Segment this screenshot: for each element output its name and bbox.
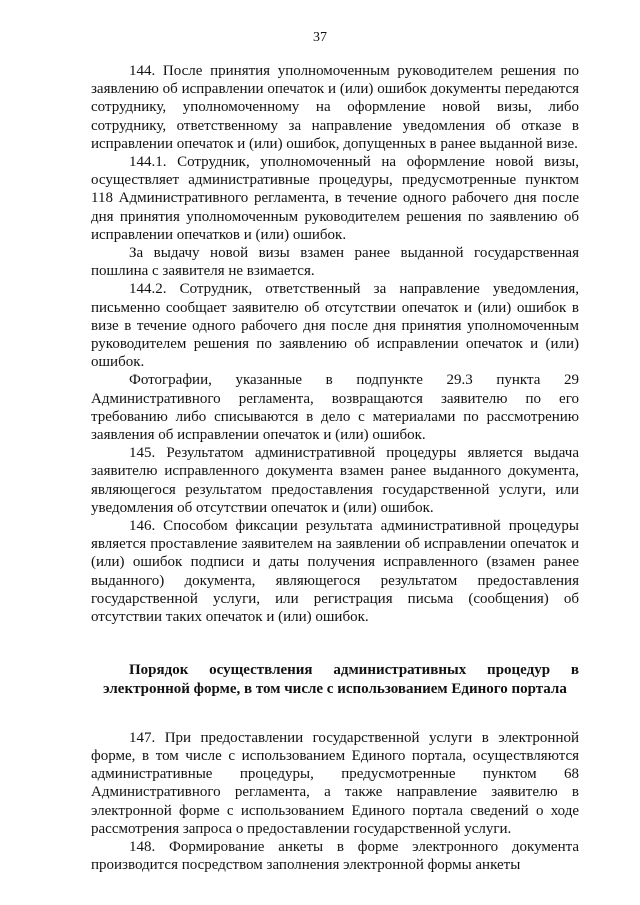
paragraph-144-1: 144.1. Сотрудник, уполномоченный на оформление новой визы, осуществляет административные процедуры, предусмотренные пунктом 118 Административного регламента, в течение одного рабочего дня после дня принятия уполномоченным руководителем решения по заявлению об исправлении опечатков и (или) ошибок. — [91, 154, 579, 243]
paragraph-145: 145. Результатом административной процедуры является выдача заявителю исправленного документа взамен ранее выданного документа, являющегося результатом предоставления государственной услуги, или уведомления об отсутствии опечаток и (или) ошибок. — [91, 445, 579, 516]
paragraph-photographs: Фотографии, указанные в подпункте 29.3 пункта 29 Административного регламента, возвращаются заявителю по его требованию либо списываются в дело с материалами по рассмотрению заявления об исправлении опечаток и (или) ошибок. — [91, 372, 579, 444]
paragraph-147: 147. При предоставлении государственной услуги в электронной форме, в том числе с использованием Единого портала, осуществляются административные процедуры, предусмотренные пунктом 68 Административного регламента, а также направление заявителю в электронной форме с использованием Единого портала сведений о ходе рассмотрения запроса о предоставлении государственной услуги. — [91, 729, 579, 837]
paragraph-144: 144. После принятия уполномоченным руководителем решения по заявлению об исправлении опечаток и (или) ошибок документы передаются сотруднику, уполномоченному на оформление новой визы, либо сотруднику, ответственному за направление уведомления об отказе в исправлении опечаток и (или) ошибок, допущенных в ранее выданной визе. — [91, 63, 579, 152]
section-heading: Порядок осуществления административных процедур в электронной форме, в том числе с использованием Единого портала — [103, 662, 579, 697]
document-body — [91, 62, 579, 874]
paragraph-148: 148. Формирование анкеты в форме электронного документа производится посредством заполнения электронной формы анкеты — [91, 838, 579, 874]
paragraph-state-fee: За выдачу новой визы взамен ранее выданной государственная пошлина с заявителя не взимается. — [91, 245, 579, 280]
paragraph-146: 146. Способом фиксации результата административной процедуры является проставление заявителем на заявлении об исправлении опечаток и (или) ошибок подписи и даты получения исправленного (взамен ранее выданного) документа, являющегося результатом предоставления государственной услуги, или регистрация письма (сообщения) об отсутствии таких опечаток и (или) ошибок. — [91, 518, 579, 626]
paragraph-144-2: 144.2. Сотрудник, ответственный за направление уведомления, письменно сообщает заявителю об отсутствии опечаток и (или) ошибок в визе в течение одного рабочего дня после дня принятия уполномоченным руководителем решения по заявлению об исправлении опечаток и (или) ошибок. — [91, 281, 579, 371]
page-number: 37 — [313, 30, 327, 45]
